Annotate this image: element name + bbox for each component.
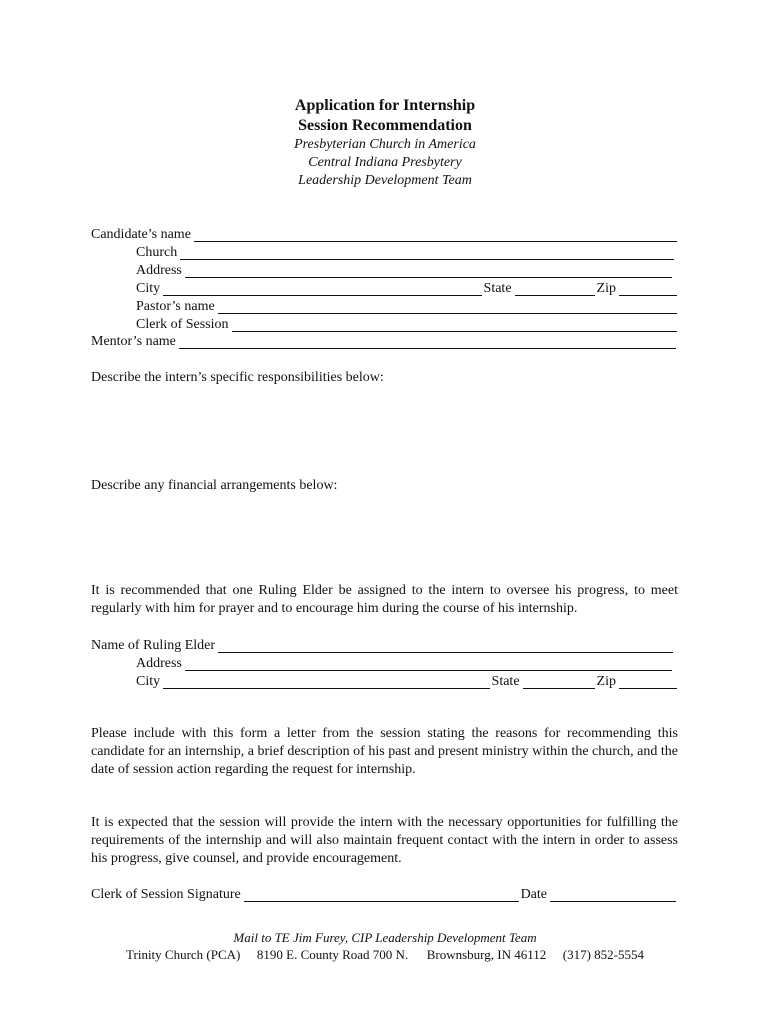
pastor-row (136, 298, 679, 316)
financial-area[interactable] (91, 504, 678, 574)
elder-address-row (136, 655, 674, 673)
elder-name-field[interactable] (218, 639, 673, 653)
footer-city: Brownsburg, IN 46112 (426, 947, 547, 962)
elder-name-label: Name of Ruling Elder (91, 638, 216, 653)
elder-city-label: City (136, 674, 161, 689)
candidate-name-field[interactable] (194, 228, 677, 242)
church-field[interactable] (180, 246, 674, 260)
candidate-name-row (91, 226, 679, 244)
elder-zip-label: Zip (596, 674, 616, 689)
clerk-row (136, 316, 679, 334)
form-title: Application for Internship (294, 97, 476, 114)
mail-instruction: Mail to TE Jim Furey, CIP Leadership Development Team (233, 930, 537, 945)
footer-church: Trinity Church (PCA) (126, 947, 241, 962)
candidate-state-field[interactable] (515, 282, 595, 296)
responsibilities-area[interactable] (91, 396, 678, 466)
date-field[interactable] (550, 888, 676, 902)
church-label: Church (136, 245, 178, 260)
mentor-row (91, 333, 678, 351)
church-row (136, 244, 676, 262)
candidate-address-label: Address (136, 263, 182, 278)
candidate-address-row (136, 262, 674, 280)
clerk-of-session-field[interactable] (232, 318, 677, 332)
pastor-name-label: Pastor’s name (136, 299, 215, 314)
elder-city-row (136, 673, 679, 691)
elder-state-label: State (491, 674, 520, 689)
candidate-city-field[interactable] (163, 282, 481, 296)
denomination-name: Presbyterian Church in America (294, 137, 476, 152)
team-name: Leadership Development Team (298, 173, 472, 188)
mailing-address (0, 946, 770, 964)
mentor-name-field[interactable] (179, 335, 676, 349)
form-subtitle: Session Recommendation (298, 117, 472, 134)
elder-city-field[interactable] (163, 675, 489, 689)
session-expectation-paragraph: It is expected that the session will provide the intern with the necessary opportunities for fulfilling the requirements of the internship and will also maintain frequent contact with the intern in order to assess his progress, give counsel, and provide encouragement. (91, 815, 678, 866)
pastor-name-field[interactable] (218, 300, 677, 314)
clerk-signature-label: Clerk of Session Signature (91, 887, 241, 902)
elder-address-field[interactable] (185, 657, 672, 671)
footer-phone: (317) 852-5554 (562, 947, 644, 962)
candidate-city-label: City (136, 281, 161, 296)
footer-street: 8190 E. County Road 700 N. (256, 947, 409, 962)
candidate-address-field[interactable] (185, 264, 672, 278)
financial-prompt: Describe any financial arrangements below: (91, 478, 338, 493)
elder-state-field[interactable] (523, 675, 595, 689)
mentor-name-label: Mentor’s name (91, 334, 176, 349)
candidate-state-label: State (483, 281, 512, 296)
responsibilities-prompt: Describe the intern’s specific responsibilities below: (91, 370, 384, 385)
elder-address-label: Address (136, 656, 182, 671)
candidate-name-label: Candidate’s name (91, 227, 191, 242)
presbytery-name: Central Indiana Presbytery (308, 155, 462, 170)
signature-row (91, 886, 678, 904)
candidate-city-row (136, 280, 679, 298)
session-letter-paragraph: Please include with this form a letter from the session stating the reasons for recommending this candidate for an internship, a brief description of his past and present ministry within the church, and the date of session action regarding the request for internship. (91, 726, 678, 777)
date-label: Date (520, 887, 547, 902)
ruling-elder-paragraph: It is recommended that one Ruling Elder be assigned to the intern to oversee his progress, to meet regularly with him for prayer and to encourage him during the course of his internship. (91, 583, 678, 616)
candidate-zip-label: Zip (596, 281, 616, 296)
clerk-of-session-label: Clerk of Session (136, 317, 229, 332)
elder-zip-field[interactable] (619, 675, 677, 689)
candidate-zip-field[interactable] (619, 282, 677, 296)
elder-name-row (91, 637, 675, 655)
clerk-signature-field[interactable] (244, 888, 519, 902)
